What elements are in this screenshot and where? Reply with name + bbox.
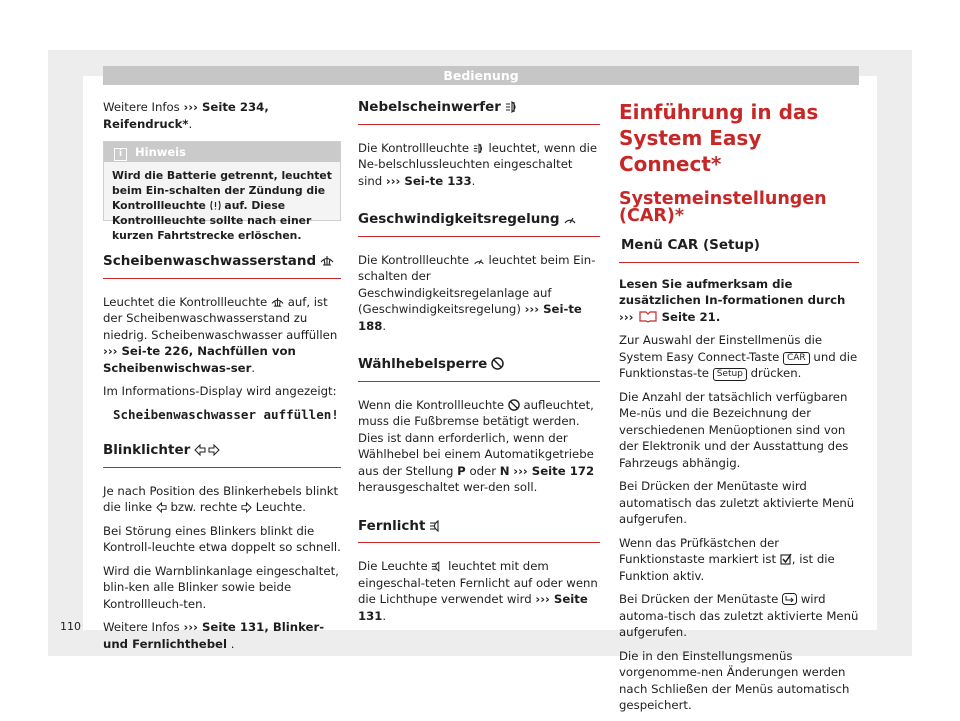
selector-lever-lock-icon-inline — [508, 399, 520, 411]
selector-text-b: aufleuchtet, muss die Fußbremse betätigt werden. Dies ist dann erforderlich, wenn der Wählhebel bei einem Automatikgetriebe aus der Stellung — [358, 397, 594, 478]
setup-heading-block — [619, 237, 859, 263]
selector-reference-link[interactable]: ››› Seite 172 — [513, 463, 595, 478]
section-header — [103, 66, 859, 85]
selector-body — [358, 397, 600, 496]
fog-reference-link[interactable]: ››› Sei-te 133 — [385, 173, 472, 188]
fog-text-end: . — [471, 173, 476, 188]
washer-paragraph-2: Im Informations-Display wird angezeigt: — [103, 384, 337, 398]
blinker-body — [103, 483, 341, 653]
hint-header — [104, 142, 340, 162]
checkbox-checked-icon — [780, 553, 792, 565]
setup-page-link[interactable]: Seite 21 — [661, 309, 716, 324]
menu-return-icon — [782, 593, 797, 605]
setup-paragraph-7: Die in den Einstellungsmenüs vorgenomme-nen Änderungen werden nach Schließen der Menüs automatisch gespeichert. — [619, 648, 850, 712]
blinker-paragraph-2: Bei Störung eines Blinkers blinkt die Kontroll-leuchte etwa doppelt so schnell. — [103, 523, 341, 554]
high-beam-icon — [429, 520, 444, 532]
setup-body — [619, 276, 859, 714]
washer-heading-block — [103, 253, 341, 279]
highbeam-body — [358, 558, 600, 624]
blinker-paragraph-4 — [103, 619, 341, 652]
hint-text-a: Wird die Batterie getrennt, leuchtet beim Ein-schalten der Zündung die Kontrollleuchte — [112, 169, 332, 212]
blinker-text-a: Je nach Position des Blinkerhebels blinkt die linke — [103, 483, 339, 514]
blinker-heading: Blinklichter — [103, 442, 191, 458]
washer-text-b: auf, ist der Scheibenwaschwasserstand zu niedrig. Scheibenwaschwasser auffüllen — [103, 294, 338, 342]
washer-fluid-icon — [320, 254, 334, 267]
setup-heading: Menü CAR (Setup) — [621, 237, 760, 253]
highbeam-text-end: . — [382, 608, 387, 623]
washer-body — [103, 294, 341, 424]
selector-text-c: oder — [469, 463, 497, 478]
selector-text-d: herausgeschaltet wer-den soll. — [358, 480, 538, 494]
fog-heading-block — [358, 99, 600, 125]
selector-text-a: Wenn die Kontrollleuchte — [358, 397, 505, 412]
cruise-text-a: Die Kontrollleuchte — [358, 252, 470, 267]
cruise-heading: Geschwindigkeitsregelung — [358, 211, 560, 227]
blinker-paragraph-1 — [103, 483, 341, 516]
display-message: Scheibenwaschwasser auffüllen! — [113, 406, 339, 422]
selector-lever-lock-icon — [491, 357, 504, 370]
washer-text-end: . — [251, 360, 256, 375]
fog-heading: Nebelscheinwerfer — [358, 99, 501, 115]
blinker-text-c: Leuchte. — [255, 500, 306, 514]
setup-paragraph-4: Bei Drücken der Menütaste wird automatisch das zuletzt aktivierte Menü aufgerufen. — [619, 479, 855, 526]
chapter-subtitle: Systemeinstellungen (CAR)* — [619, 189, 827, 226]
hint-body — [104, 162, 340, 251]
hint-box — [103, 141, 341, 242]
setup-text-h: wird automa-tisch das zuletzt aktivierte Menü aufgerufen. — [619, 592, 859, 639]
washer-paragraph-1 — [103, 294, 341, 377]
blinker-text-b: bzw. rechte — [170, 500, 238, 514]
intro-suffix: . — [188, 116, 193, 131]
page-number: 110 — [60, 620, 81, 633]
fog-body — [358, 140, 600, 190]
rear-fog-light-icon — [505, 101, 519, 113]
highbeam-reference-link[interactable]: ››› Seite 131 — [358, 592, 588, 623]
fog-paragraph — [358, 140, 600, 190]
blinker-paragraph-3: Wird die Warnblinkanlage eingeschaltet, blin-ken alle Blinker sowie beide Kontrollleuch-ten. — [103, 563, 339, 611]
intro-paragraph — [103, 99, 341, 132]
setup-text-a: Lesen Sie aufmerksam die zusätzlichen In-formationen durch — [619, 276, 846, 307]
washer-reference-link[interactable]: ››› Sei-te 226, Nachfüllen von Scheibenwischwas-ser — [103, 344, 296, 375]
cruise-reference-link[interactable]: ››› Sei-te 188 — [358, 302, 582, 333]
book-warning-icon — [638, 310, 658, 323]
selector-heading: Wählhebelsperre — [358, 356, 488, 372]
blinker-more-info-text: Weitere Infos — [103, 620, 180, 634]
intro-reference-link[interactable]: ››› Seite 234, Reifendruck* — [103, 100, 269, 131]
hint-label: Hinweis — [135, 145, 186, 159]
selector-heading-block — [358, 356, 600, 382]
highbeam-text-a: Die Leuchte — [358, 559, 428, 573]
info-icon: i — [114, 148, 127, 161]
cruise-text-b: leuchtet beim Ein-schalten der Geschwindigkeitsregelanlage auf (Geschwindigkeitsregelung) — [358, 252, 596, 316]
cruise-control-icon-inline — [473, 255, 485, 266]
high-beam-icon-inline — [431, 561, 444, 572]
turn-signal-icon — [194, 444, 220, 456]
setup-paragraph-6 — [619, 591, 859, 641]
setup-text-e: Wenn das Prüfkästchen der Funktionstaste markiert ist — [619, 535, 780, 566]
car-key[interactable]: CAR — [783, 352, 810, 365]
washer-text-a: Leuchtet die Kontrollleuchte — [103, 294, 268, 309]
column-right — [619, 99, 859, 721]
selector-position-p: P — [457, 463, 466, 478]
header-title: Bedienung — [443, 68, 519, 83]
battery-warning-icon — [210, 200, 221, 211]
setup-text-c: und die Funktionstas-te — [619, 349, 858, 380]
fog-text-a: Die Kontrollleuchte — [358, 140, 470, 155]
setup-text-b: Zur Auswahl der Einstellmenüs die System Easy Connect-Taste — [619, 333, 823, 364]
blinker-heading-block — [103, 442, 341, 468]
cruise-text-end: . — [382, 318, 387, 333]
rear-fog-light-icon-inline — [473, 143, 485, 154]
right-arrow-icon — [241, 502, 252, 513]
blinker-suffix: . — [230, 636, 235, 651]
washer-heading: Scheibenwaschwasserstand — [103, 253, 317, 269]
setup-paragraph-3: Die Anzahl der tatsächlich verfügbaren Me-nüs und die Bezeichnung der verschiedenen Menüoptionen sind von der Elektronik und der Ausstattung des Fahrzeugs abhängig. — [619, 389, 849, 470]
setup-text-f: , ist die Funktion aktiv. — [619, 552, 835, 583]
column-left — [103, 99, 341, 659]
highbeam-heading-block — [358, 518, 600, 544]
highbeam-paragraph — [358, 558, 600, 624]
chapter-title: Einführung in das System Easy Connect* — [619, 100, 819, 176]
setup-reference-arrows[interactable]: ››› — [619, 309, 634, 324]
hint-text-b: auf. Diese Kontrollleuchte sollte nach einer kurzen Fahrtstrecke erlöschen. — [112, 199, 312, 242]
setup-key[interactable]: Setup — [713, 368, 747, 381]
setup-paragraph-1 — [619, 276, 859, 326]
setup-text-end: . — [715, 309, 721, 324]
selector-position-n: N — [499, 463, 510, 478]
highbeam-text-b: leuchtet mit dem eingeschal-teten Fernlicht auf oder wenn die Lichthupe verwendet wird — [358, 559, 598, 606]
left-arrow-icon — [156, 502, 167, 513]
setup-text-d: drücken. — [750, 366, 802, 380]
fog-text-b: leuchtet, wenn die Ne-belschlussleuchten eingeschaltet sind — [358, 140, 598, 188]
cruise-control-icon — [563, 213, 577, 225]
selector-paragraph — [358, 397, 600, 496]
column-middle — [358, 99, 600, 631]
washer-fluid-icon-inline — [271, 296, 284, 308]
setup-paragraph-5 — [619, 535, 859, 585]
highbeam-heading: Fernlicht — [358, 517, 426, 534]
blinker-reference-link[interactable]: ››› Seite 131, Blinker- und Fernlichthebel — [103, 620, 325, 651]
cruise-heading-block — [358, 211, 600, 237]
cruise-body — [358, 252, 600, 335]
cruise-paragraph — [358, 252, 600, 335]
intro-text: Weitere Infos — [103, 100, 180, 114]
setup-paragraph-2 — [619, 332, 859, 382]
setup-text-g: Bei Drücken der Menütaste — [619, 592, 779, 606]
